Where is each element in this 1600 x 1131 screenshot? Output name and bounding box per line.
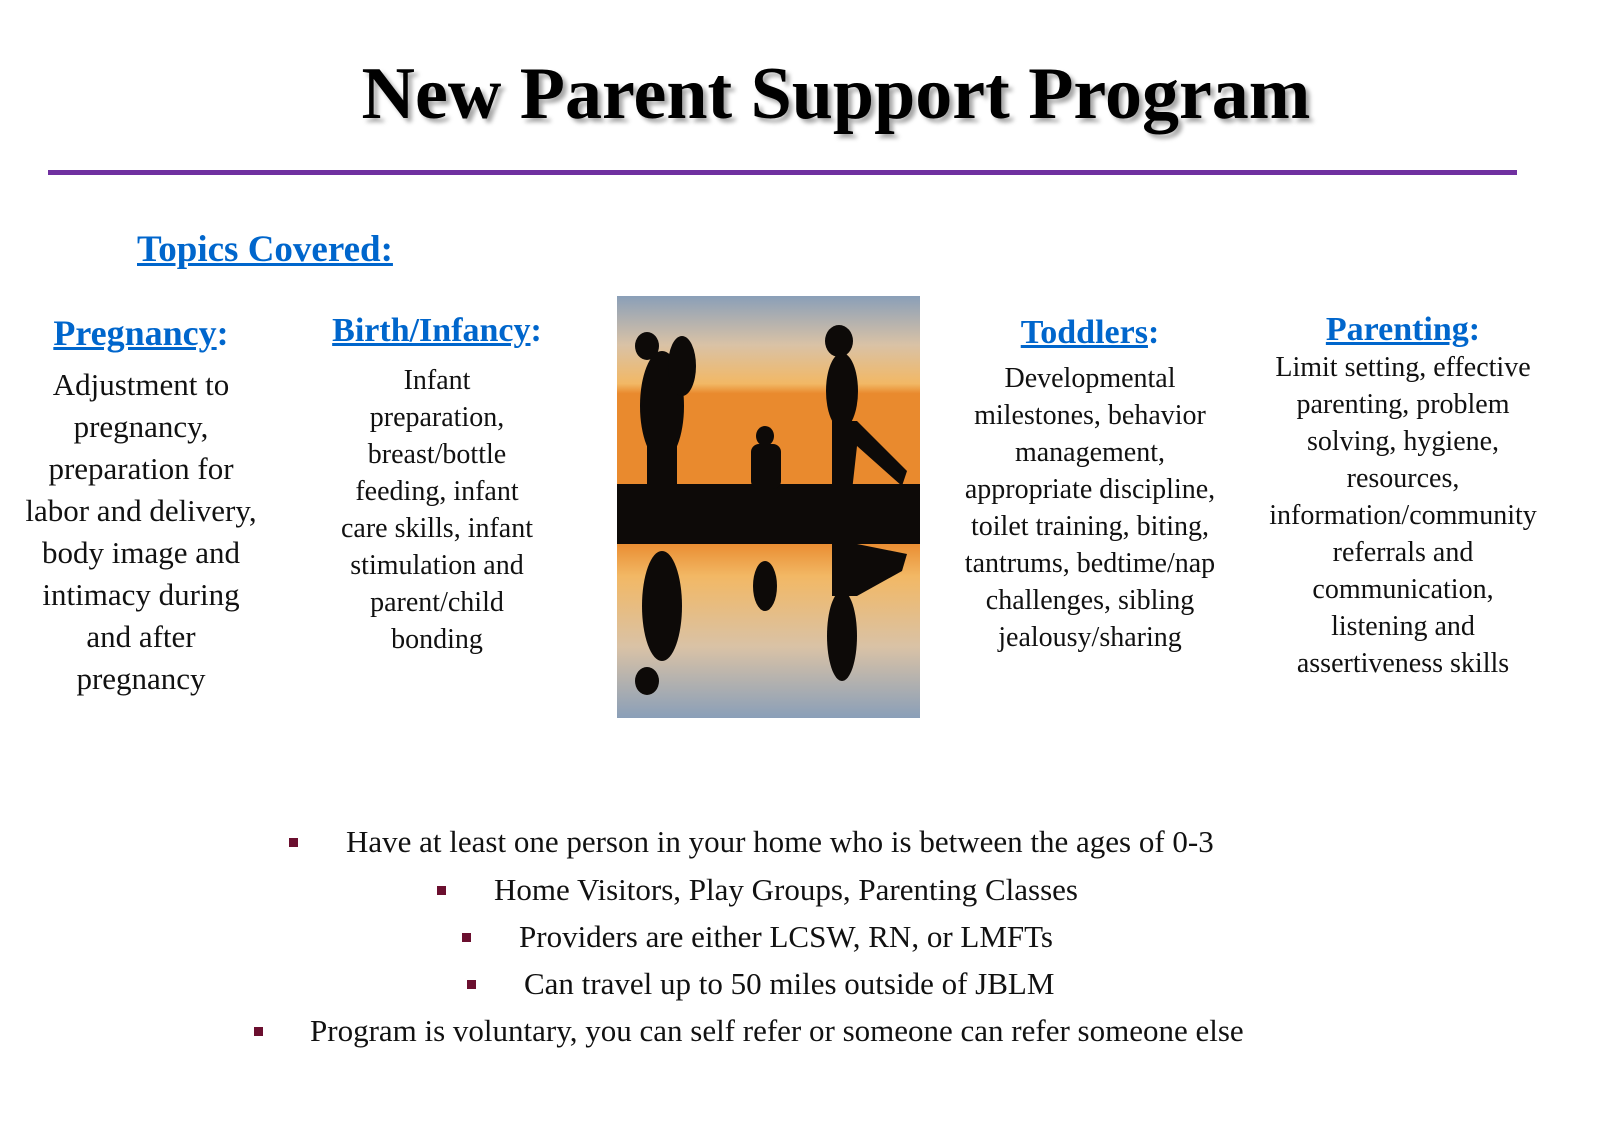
column-text-line: intimacy during <box>42 577 240 612</box>
column-text-line: management, <box>1014 437 1166 468</box>
column-text-line: parent/child <box>370 587 504 618</box>
bullet-item: Can travel up to 50 miles outside of JBLM <box>524 966 1055 1001</box>
bullet-icon <box>467 980 476 989</box>
column-heading-colon: : <box>530 312 542 349</box>
column-text-line: preparation, <box>369 402 505 433</box>
column-text-line: Adjustment to <box>52 367 230 402</box>
column-heading-text: Toddlers <box>1020 314 1148 351</box>
birth-heading <box>297 312 577 362</box>
column-heading-colon: : <box>1147 314 1160 351</box>
column-text-line: parenting, problem <box>1296 389 1510 420</box>
column-text-line: bonding <box>391 624 483 655</box>
bullet-icon <box>437 886 446 895</box>
column-text-line: milestones, behavior <box>974 400 1206 431</box>
parenting-heading <box>1253 311 1553 349</box>
column-text-line: breast/bottle <box>367 439 507 470</box>
family-silhouette-photo <box>617 296 920 718</box>
column-text-line: Infant <box>403 365 471 396</box>
pregnancy-column <box>0 312 282 700</box>
column-text-line: resources, <box>1346 463 1460 494</box>
bullet-item: Have at least one person in your home who is between the ages of 0-3 <box>346 824 1214 859</box>
column-text-line: preparation for <box>48 451 234 486</box>
column-text-line: pregnancy <box>76 661 206 696</box>
column-text-line: toilet training, biting, <box>971 511 1209 542</box>
toddlers-column <box>940 314 1240 656</box>
column-text-line: jealousy/sharing <box>998 622 1182 653</box>
column-heading-text: Birth/Infancy <box>332 312 531 349</box>
title-divider <box>48 170 1517 175</box>
column-text-line: appropriate discipline, <box>964 474 1216 505</box>
column-heading-text: Parenting <box>1325 311 1469 348</box>
pregnancy-heading <box>0 312 282 364</box>
column-text-line: and after <box>86 619 196 654</box>
toddlers-heading <box>940 314 1240 360</box>
column-text-line: pregnancy, <box>73 409 209 444</box>
column-text-line: stimulation and <box>350 550 524 581</box>
column-text-line: information/community <box>1269 500 1537 531</box>
column-text-line: care skills, infant <box>340 513 534 544</box>
page-title: New Parent Support Program <box>361 53 1311 135</box>
column-heading-colon: : <box>216 313 229 353</box>
column-text-line: referrals and <box>1332 537 1474 568</box>
column-text-line: solving, hygiene, <box>1306 426 1500 457</box>
bullet-item: Home Visitors, Play Groups, Parenting Classes <box>494 872 1078 907</box>
column-text-line: listening and <box>1331 611 1475 642</box>
topics-heading: Topics Covered: <box>137 229 393 270</box>
bullet-item: Providers are either LCSW, RN, or LMFTs <box>519 919 1053 954</box>
bullet-icon <box>462 933 471 942</box>
column-heading-colon: : <box>1468 311 1481 348</box>
bullet-icon <box>289 838 298 847</box>
column-text-line: assertiveness skills <box>1296 648 1510 679</box>
column-text-line: tantrums, bedtime/nap <box>964 548 1216 579</box>
bullet-icon <box>254 1027 263 1036</box>
column-text-line: Limit setting, effective <box>1275 352 1531 383</box>
column-text-line: feeding, infant <box>355 476 519 507</box>
column-text-line: communication, <box>1312 574 1494 605</box>
bullet-item: Program is voluntary, you can self refer or someone can refer someone else <box>310 1013 1244 1048</box>
column-text-line: Developmental <box>1004 363 1176 394</box>
birth-infancy-column <box>297 312 577 658</box>
column-text-line: challenges, sibling <box>985 585 1195 616</box>
column-text-line: labor and delivery, <box>25 493 257 528</box>
column-text-line: body image and <box>41 535 240 570</box>
parenting-column <box>1253 311 1553 682</box>
column-heading-text: Pregnancy <box>53 313 217 353</box>
